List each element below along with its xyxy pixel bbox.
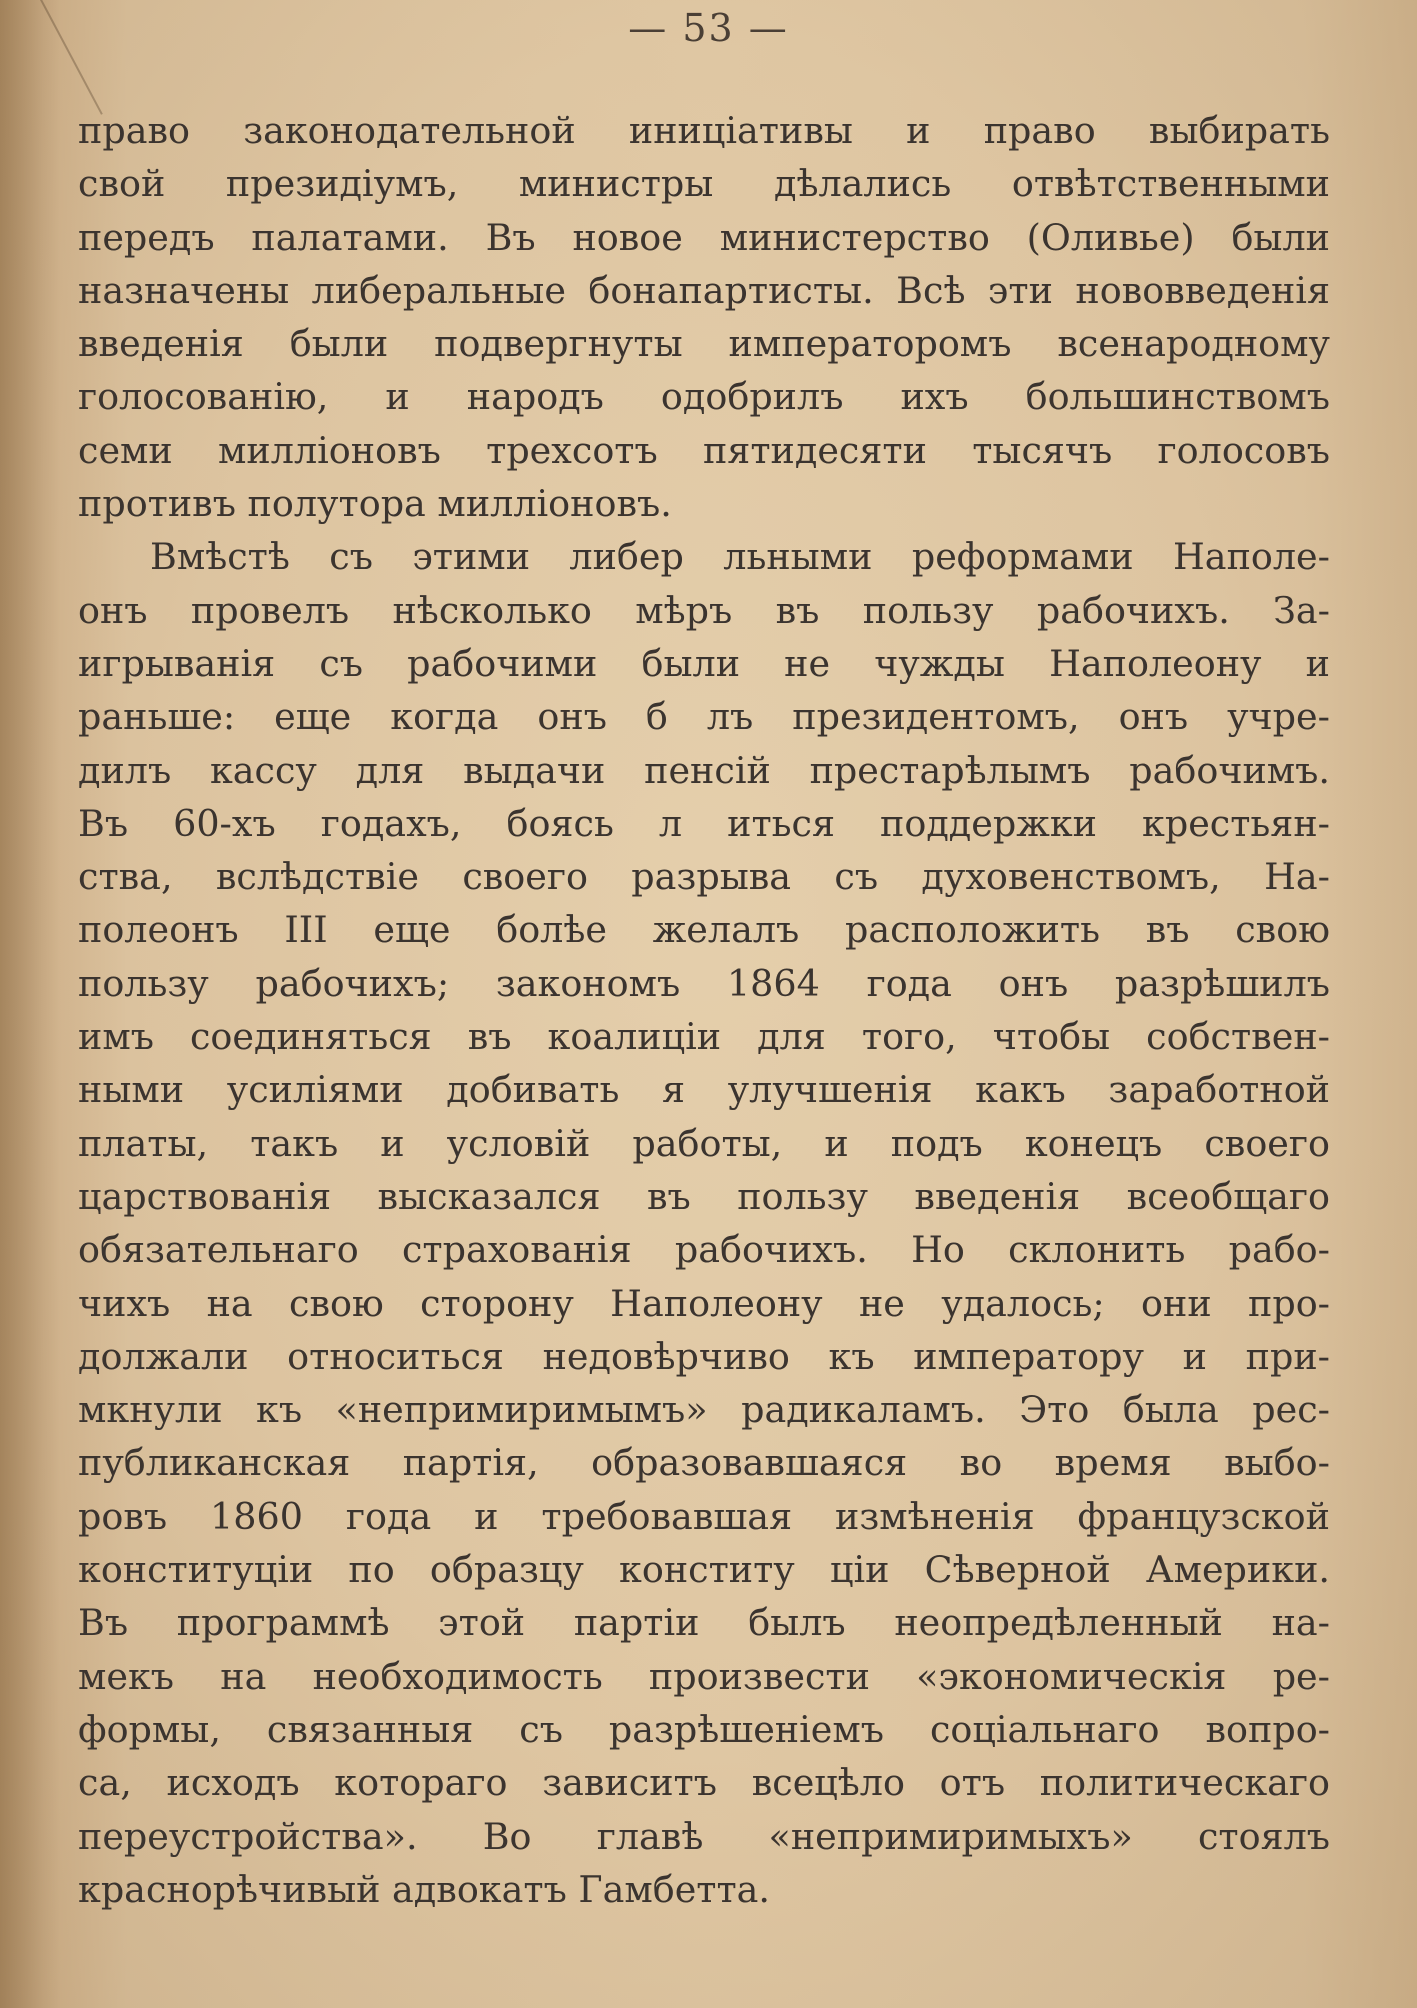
text-line: передъ палатами. Въ новое министерство (Оливье) были bbox=[78, 215, 1330, 259]
text-line: раньше: еще когда онъ б лъ президентомъ, онъ учре- bbox=[78, 695, 1330, 739]
text-line: ровъ 1860 года и требовавшая измѣненія французской bbox=[78, 1494, 1330, 1538]
text-line: мкнули къ «непримиримымъ» радикаламъ. Это была рес- bbox=[78, 1388, 1330, 1432]
body-text bbox=[78, 104, 1330, 1916]
paragraph-1 bbox=[78, 104, 1330, 530]
text-line: онъ провелъ нѣсколько мѣръ въ пользу рабочихъ. За- bbox=[78, 588, 1330, 632]
text-line: конституціи по образцу конститу ціи Сѣверной Америки. bbox=[78, 1548, 1330, 1592]
text-line: публиканская партія, образовавшаяся во время выбо- bbox=[78, 1441, 1330, 1485]
paragraph-2 bbox=[78, 530, 1330, 1916]
text-line: Въ программѣ этой партіи былъ неопредѣленный на- bbox=[78, 1601, 1330, 1645]
text-line: свой президіумъ, министры дѣлались отвѣтственными bbox=[78, 162, 1330, 206]
text-line: мекъ на необходимость произвести «экономическія ре- bbox=[78, 1654, 1330, 1698]
text-line: право законодательной иниціативы и право выбирать bbox=[78, 109, 1330, 152]
text-line: краснорѣчивый адвокатъ Гамбетта. bbox=[78, 1867, 771, 1911]
text-line: полеонъ III еще болѣе желалъ расположить въ свою bbox=[78, 908, 1330, 952]
text-line: формы, связанныя съ разрѣшеніемъ соціальнаго вопро- bbox=[78, 1707, 1330, 1751]
text-line: голосованію, и народъ одобрилъ ихъ большинствомъ bbox=[78, 375, 1330, 419]
text-line: введенія были подвергнуты императоромъ всенародному bbox=[78, 322, 1330, 366]
text-line: ства, вслѣдствіе своего разрыва съ духовенствомъ, На- bbox=[78, 855, 1330, 899]
text-line: должали относиться недовѣрчиво къ императору и при- bbox=[78, 1334, 1330, 1378]
text-line: переустройства». Во главѣ «непримиримыхъ» стоялъ bbox=[78, 1814, 1330, 1858]
text-line: Вмѣстѣ съ этими либер льными реформами Наполе- bbox=[150, 535, 1330, 579]
text-line: царствованія высказался въ пользу введенія всеобщаго bbox=[78, 1174, 1330, 1218]
text-line: дилъ кассу для выдачи пенсій престарѣлымъ рабочимъ. bbox=[78, 748, 1330, 792]
text-line: пользу рабочихъ; закономъ 1864 года онъ разрѣшилъ bbox=[78, 961, 1330, 1005]
text-line: чихъ на свою сторону Наполеону не удалось; они про- bbox=[78, 1281, 1330, 1325]
text-line: игрыванія съ рабочими были не чужды Наполеону и bbox=[78, 641, 1330, 685]
text-line: назначены либеральные бонапартисты. Всѣ эти нововведенія bbox=[78, 268, 1330, 312]
text-line: обязательнаго страхованія рабочихъ. Но склонить рабо- bbox=[78, 1228, 1330, 1272]
page-edge-shadow bbox=[0, 0, 60, 2008]
text-line: платы, такъ и условій работы, и подъ конецъ своего bbox=[78, 1121, 1330, 1165]
text-line: Въ 60-хъ годахъ, боясь л иться поддержки крестьян- bbox=[78, 801, 1330, 845]
page-number: — 53 — bbox=[628, 6, 789, 50]
text-line: ными усиліями добивать я улучшенія какъ заработной bbox=[78, 1068, 1330, 1112]
text-line: противъ полутора милліоновъ. bbox=[78, 482, 672, 526]
text-line: семи милліоновъ трехсотъ пятидесяти тысячъ голосовъ bbox=[78, 428, 1330, 472]
text-line: имъ соединяться въ коалиціи для того, чтобы собствен- bbox=[78, 1015, 1330, 1059]
text-line: са, исходъ котораго зависитъ всецѣло отъ политическаго bbox=[78, 1761, 1330, 1805]
